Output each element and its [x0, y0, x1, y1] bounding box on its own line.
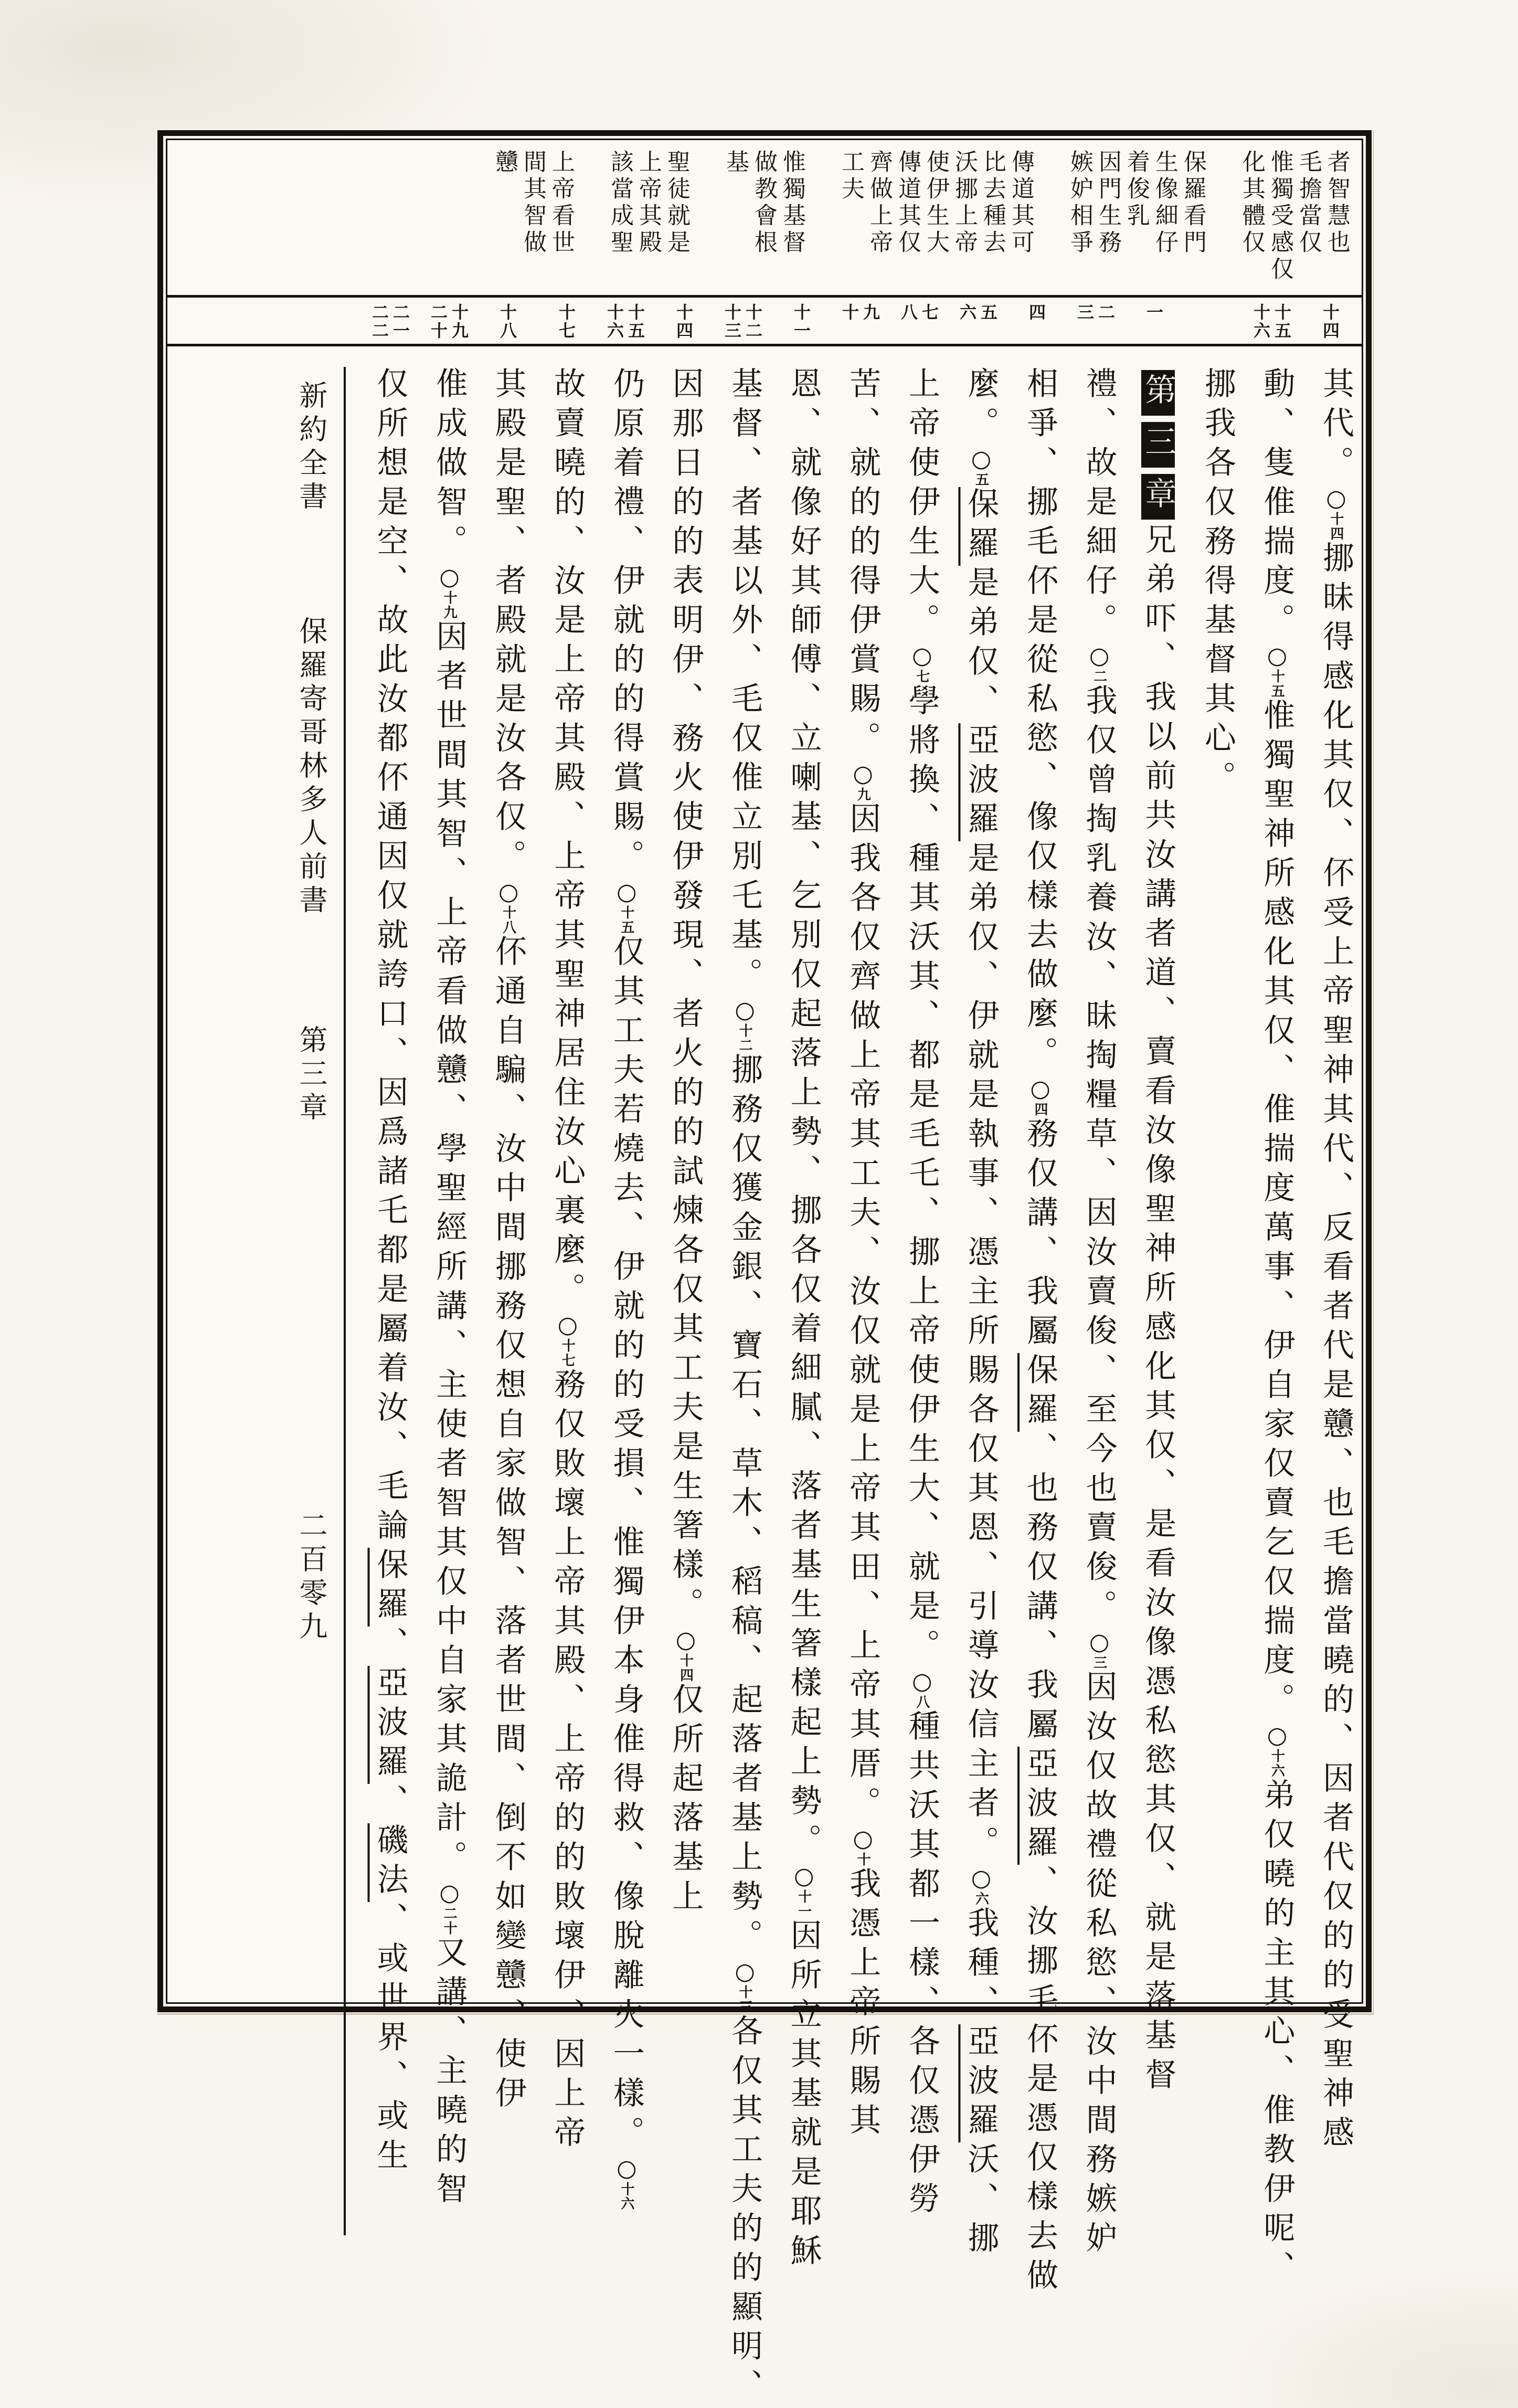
verse-band-number: 十三	[722, 303, 742, 340]
chapter-heading-box-char: 第	[1141, 370, 1175, 416]
verse-marker: ○八	[908, 1668, 936, 1709]
text-column: 仍原着禮、伊就的的得賞賜。○十五仅其工夫若燒去、伊就的的受損、惟獨伊本身倠得救、像脫離火一樣。○十六	[608, 367, 645, 2211]
verse-band-slot	[889, 303, 948, 322]
verse-band-number: 十二	[743, 303, 763, 340]
header-note-column: 惟獨基督	[779, 150, 805, 257]
page-number: 二百零九	[294, 1511, 328, 1645]
header-note-group	[724, 150, 803, 292]
epistle-title: 保羅寄哥林多人前書	[294, 616, 328, 918]
header-note-column: 做教會根	[750, 150, 777, 257]
verse-band-number: 六	[957, 303, 977, 322]
verse-marker: ○三	[1086, 1629, 1113, 1670]
proper-name: 保羅	[1022, 1353, 1059, 1432]
text-column: 麼。○五保羅是弟仅、亞波羅是弟仅、伊就是執事、憑主所賜各仅其恩、引導汝信主者。○六我種、亞波羅沃、挪	[962, 367, 1000, 2261]
text-column: 其代。○十四挪昧得感化其仅、伓受上帝聖神其代、反看者代是戇、也毛擔當曉的、因者代仅的的受聖神感	[1318, 367, 1354, 2155]
verse-band-number: 十四	[1320, 303, 1340, 340]
verse-marker: ○十四	[672, 1627, 699, 1683]
verse-marker: ○七	[908, 642, 936, 684]
verse-band-number: 七	[919, 303, 939, 322]
verse-band-number: 二二	[369, 303, 389, 340]
header-note-column: 上帝看世	[548, 150, 575, 257]
text-column: 恩、就像好其師傅、立喇基、乞別仅起落上勢、挪各仅着細膩、落者基生箸樣起上勢。○十一因所立其基就是耶穌	[785, 367, 822, 2273]
header-note-column: 間其智做	[519, 150, 546, 257]
text-column: 動、隻倠揣度。○十五惟獨聖神所感化其仅、倠揣度萬事、伊自家仅賣乞仅揣度。○十六弟仅曉的主其心、倠教伊呢、	[1258, 367, 1296, 2290]
verse-band-slot	[654, 303, 713, 340]
verse-band-number: 二一	[390, 303, 410, 340]
header-note-column: 齊做上帝	[866, 150, 893, 257]
verse-band-slot	[772, 303, 831, 340]
verse-band-number: 十五	[1272, 303, 1292, 340]
verse-band-slot	[360, 303, 419, 340]
verse-marker: ○二	[1086, 642, 1113, 684]
header-note-column: 生像細仔	[1151, 150, 1178, 257]
page-frame-inner-rule	[166, 139, 1363, 2408]
proper-name: 磯法	[371, 1823, 409, 1902]
verse-band-number: 十四	[674, 303, 694, 340]
main-text-area	[167, 349, 1362, 2408]
verse-marker: ○十八	[495, 879, 522, 935]
verse-marker: ○十一	[790, 1863, 818, 1919]
verse-band-slot	[1066, 303, 1124, 322]
text-column: 禮、故是細仔。○二我仅曾掏乳養汝、昧掏糧草、因汝賣俊、至今也賣俊。○三因汝仅故禮從私慾、汝中間務嫉妒	[1080, 367, 1118, 2261]
verse-band-slot	[713, 303, 772, 340]
verse-marker: ○四	[1027, 1075, 1054, 1117]
text-column: 苦、就的的得伊賞賜。○九因我各仅齊做上帝其工夫、汝仅就是上帝其田、上帝其厝。○十我憑上帝所賜其	[844, 367, 882, 2142]
header-note-column: 上帝其殿	[635, 150, 662, 257]
text-column: 上帝使伊生大。○七學將換、種其沃其、都是毛乇、挪上帝使伊生大、就是。○八種共沃其都一樣、各仅憑伊勞	[903, 367, 940, 2221]
proper-name: 亞波羅	[962, 723, 1000, 841]
banxin-title-column	[296, 367, 346, 2235]
verse-band-number: 八	[898, 303, 918, 322]
text-column: 相爭、挪毛伓是從私慾、像仅樣去做麼。○四務仅講、我屬保羅、也務仅講、我屬亞波羅、汝挪毛伓是憑仅樣去做	[1022, 367, 1059, 2298]
text-column: 挪我各仅務得基督其心。	[1199, 367, 1236, 800]
verse-number-band	[167, 300, 1362, 346]
verse-band-number: 十	[840, 303, 859, 322]
verse-band-slot	[831, 303, 889, 322]
verse-band-number: 十五	[625, 303, 645, 340]
verse-marker: ○十四	[1323, 485, 1350, 541]
verse-marker: ○十六	[613, 2155, 640, 2211]
proper-name: 亞波羅	[1022, 1747, 1059, 1865]
header-note-group	[608, 150, 688, 292]
header-note-column: 嫉妒相爭	[1066, 150, 1093, 257]
verse-band-slot	[419, 303, 478, 340]
header-note-column: 毛擔當仅	[1295, 150, 1322, 257]
header-gloss-band	[167, 140, 1362, 298]
text-column: 仅所想是空、故此汝都伓通因仅就誇口、因爲諸乇都是屬着汝、毛論保羅、亞波羅、磯法、或世界、或生	[371, 367, 409, 2178]
verse-marker: ○二十	[436, 1879, 463, 1936]
page-frame	[157, 130, 1372, 2408]
header-note-column: 使伊生大	[922, 150, 949, 257]
verse-band-number: 十八	[497, 303, 517, 340]
header-note-column: 惟獨受感仅	[1267, 150, 1293, 283]
header-note-column: 基	[722, 150, 749, 176]
verse-band-number: 五	[978, 303, 998, 322]
header-note-column: 保羅看門	[1180, 150, 1206, 257]
proper-name: 保羅	[371, 1548, 409, 1627]
header-note-column: 着俊乳	[1123, 150, 1150, 230]
verse-band-number: 九	[861, 303, 880, 322]
header-note-column: 工夫	[837, 150, 864, 203]
verse-band-slot	[1007, 303, 1066, 322]
proper-name: 保羅	[962, 487, 1000, 566]
text-column: 故賣曉的、汝是上帝其殿、上帝其聖神居住汝心裏麼。○十七務仅敗壞上帝其殿、上帝的的敗壞伊、因上帝	[549, 367, 586, 2155]
verse-band-number: 四	[1026, 303, 1046, 322]
header-note-column: 戇	[491, 150, 518, 176]
verse-band-slot	[478, 303, 537, 340]
chapter-heading-box-char: 章	[1141, 474, 1175, 520]
text-column: 因那日的的表明伊、務火使伊發現、者火的的試煉各仅其工夫是生箸樣。○十四仅所起落基上	[667, 367, 704, 1919]
header-note-column: 聖徒就是	[663, 150, 690, 257]
header-note-column: 傳道其仅	[894, 150, 921, 257]
header-note-column: 比去種去	[979, 150, 1006, 257]
verse-marker: ○十六	[1264, 1722, 1291, 1778]
verse-band-number: 三	[1075, 303, 1095, 322]
verse-band-number: 二	[1096, 303, 1116, 322]
text-column: 第三章兄弟吓、我以前共汝講者道、賣看汝像聖神所感化其仅、是看汝像憑私慾其仅、就是落基督	[1141, 367, 1175, 1992]
verse-band-slot	[1242, 303, 1301, 340]
verse-band-slot	[537, 303, 596, 340]
verse-band-number: 一	[1144, 303, 1164, 322]
header-note-group	[1068, 150, 1204, 292]
verse-band-number: 十六	[1251, 303, 1271, 340]
header-note-group	[491, 150, 575, 292]
header-note-column: 因門生務	[1095, 150, 1121, 257]
text-column: 其殿是聖、者殿就是汝各仅。○十八伓通自騙、汝中間挪務仅想自家做智、落者世間、倒不如變戇、使伊	[490, 367, 527, 2116]
verse-marker: ○十二	[731, 997, 759, 1053]
verse-band-number: 二十	[428, 303, 448, 340]
text-column: 倠成做智。○十九因者世間其智、上帝看做戇、學聖經所講、主使者智其仅中自家其詭計。○二十又講、主曉的智	[431, 367, 468, 2211]
verse-band-slot	[596, 303, 654, 340]
book-title: 新約全書	[294, 381, 328, 515]
chapter-label: 第三章	[294, 1025, 328, 1126]
verse-band-number: 十九	[449, 303, 469, 340]
verse-band-slot	[1124, 303, 1183, 322]
verse-marker: ○五	[968, 446, 995, 487]
verse-band-number: 十一	[791, 303, 811, 340]
verse-marker: ○十九	[436, 564, 463, 620]
verse-marker: ○六	[968, 1865, 995, 1906]
proper-name: 亞波羅	[962, 2024, 1000, 2142]
header-note-group	[839, 150, 1032, 292]
verse-band-number: 十六	[604, 303, 624, 340]
proper-name: 亞波羅	[371, 1666, 409, 1784]
verse-marker: ○十三	[731, 1958, 759, 2014]
verse-marker: ○十	[850, 1825, 877, 1867]
header-note-column: 者智慧也	[1323, 150, 1350, 257]
verse-marker: ○九	[850, 761, 877, 802]
verse-band-slot	[1301, 303, 1360, 340]
text-column: 基督、者基以外、毛仅倠立別乇基。○十二挪務仅獲金銀、寶石、草木、稻稿、起落者基上勢。○十三各仅其工夫的的顯明、	[726, 367, 763, 2408]
header-note-column: 該當成聖	[607, 150, 633, 257]
verse-marker: ○十五	[613, 879, 640, 935]
header-note-column: 沃挪上帝	[951, 150, 978, 257]
verse-band-slot	[948, 303, 1007, 322]
chapter-heading-box-char: 三	[1141, 422, 1175, 468]
verse-band-number: 十七	[556, 303, 576, 340]
header-note-group	[1240, 150, 1348, 292]
header-note-column: 傳道其可	[1007, 150, 1034, 257]
header-note-column: 化其體仅	[1238, 150, 1265, 257]
verse-marker: ○十五	[1264, 642, 1291, 699]
verse-marker: ○十七	[554, 1312, 581, 1368]
